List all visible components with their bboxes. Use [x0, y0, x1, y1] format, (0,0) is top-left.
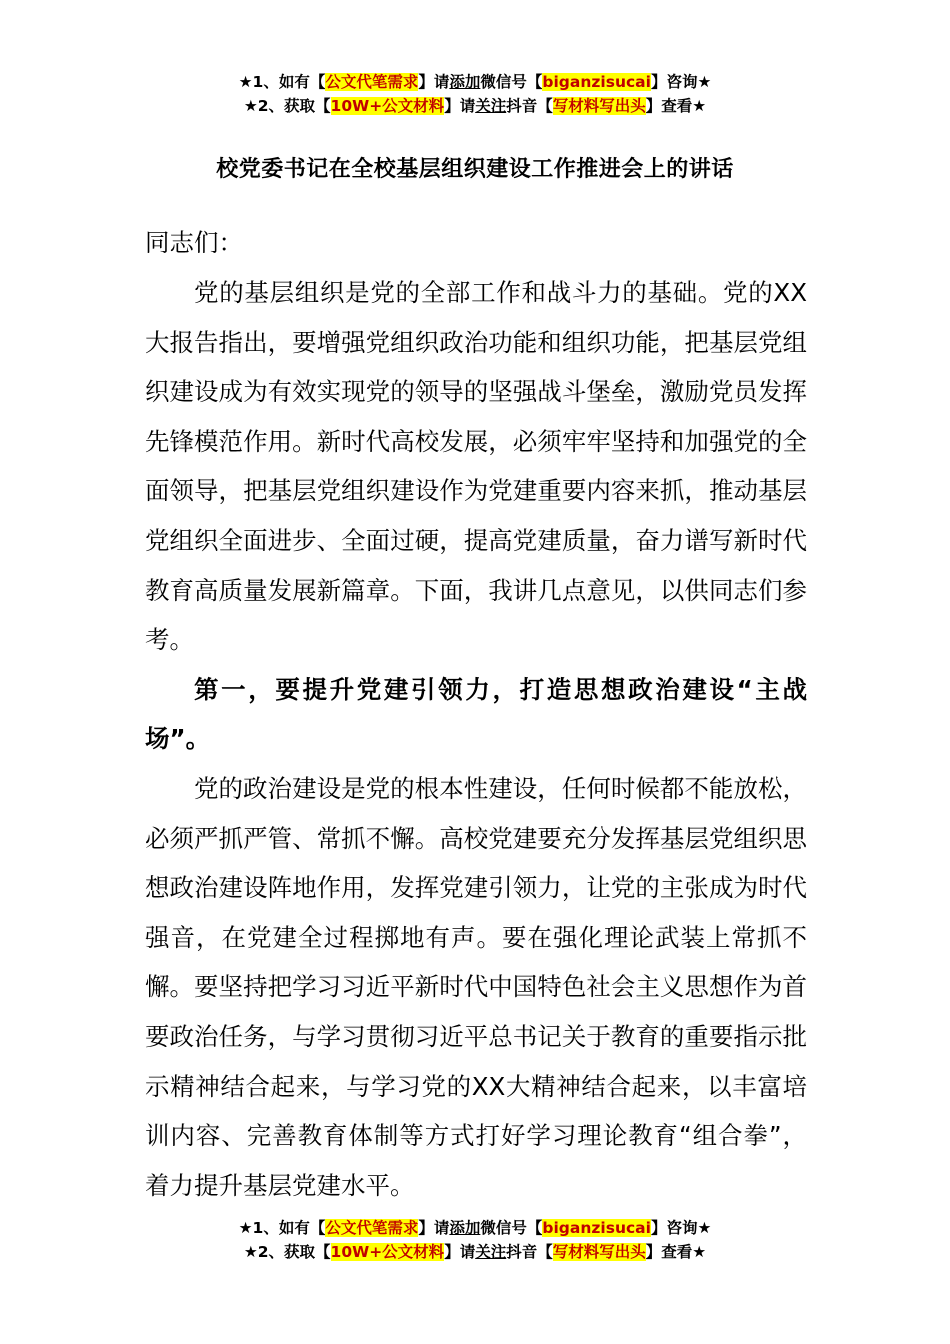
top-promo-banner [0, 70, 950, 118]
wechat-id: biganzisucai [542, 1219, 651, 1237]
promo-highlight: 10W+公文材料 [330, 97, 445, 115]
document-body [145, 268, 807, 1210]
paragraph-section-1: 党的政治建设是党的根本性建设，任何时候都不能放松，必须严抓严管、常抓不懈。高校党建要充分发挥基层党组织思想政治建设阵地作用，发挥党建引领力，让党的主张成为时代强音，在党建全过程掷地有声。要在强化理论武装上常抓不懈。要坚持把学习习近平新时代中国特色社会主义思想作为首要政治任务，与学习贯彻习近平总书记关于教育的重要指示批示精神结合起来，与学习党的XX大精神结合起来，以丰富培训内容、完善教育体制等方式打好学习理论教育“组合拳”，着力提升基层党建水平。 [145, 773, 807, 1200]
douyin-account: 写材料写出头 [552, 97, 646, 115]
promo-highlight: 公文代笔需求 [325, 1219, 419, 1237]
document-title: 校党委书记在全校基层组织建设工作推进会上的讲话 [216, 157, 734, 182]
bottom-promo-banner [0, 1216, 950, 1264]
section-heading-1: 第一，要提升党建引领力，打造思想政治建设“主战场”。 [145, 674, 807, 754]
salutation: 同志们： [145, 228, 243, 257]
promo-line-2: ★2、获取【10W+公文材料】请关注抖音【写材料写出头】查看★ [243, 97, 707, 115]
promo-highlight: 公文代笔需求 [325, 73, 419, 91]
wechat-id: biganzisucai [542, 73, 651, 91]
promo-highlight: 10W+公文材料 [330, 1243, 445, 1261]
promo-line-1: ★1、如有【公文代笔需求】请添加微信号【biganzisucai】咨询★ [238, 73, 712, 91]
promo-line-2: ★2、获取【10W+公文材料】请关注抖音【写材料写出头】查看★ [243, 1243, 707, 1261]
paragraph-intro: 党的基层组织是党的全部工作和战斗力的基础。党的XX大报告指出，要增强党组织政治功能和组织功能，把基层党组织建设成为有效实现党的领导的坚强战斗堡垒，激励党员发挥先锋模范作用。新时代高校发展，必须牢牢坚持和加强党的全面领导，把基层党组织建设作为党建重要内容来抓，推动基层党组织全面进步、全面过硬，提高党建质量，奋力谱写新时代教育高质量发展新篇章。下面，我讲几点意见，以供同志们参考。 [145, 278, 807, 655]
promo-line-1: ★1、如有【公文代笔需求】请添加微信号【biganzisucai】咨询★ [238, 1219, 712, 1237]
douyin-account: 写材料写出头 [552, 1243, 646, 1261]
